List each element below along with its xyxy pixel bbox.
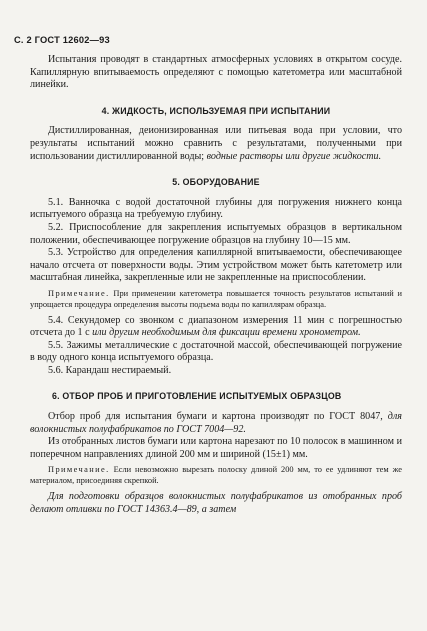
paragraph-5-4-text: 5.4. Секундомер со звонком с диапазоном измерения 11 мин с погрешностью отсчета до 1 с: [30, 314, 402, 339]
paragraph-5-6: 5.6. Карандаш нестираемый.: [48, 364, 172, 376]
section-4-text: Дистиллированная, деионизированная или питьевая вода при условии, что результаты испытаний можно сравнить с результатами, полученными при использовании дистиллированной воды;: [30, 125, 402, 162]
paragraph-5-1: 5.1. Ванночка с водой достаточной глубины для погружения нижнего конца испытуемого образца на требуемую глубину.: [30, 196, 402, 221]
page-header: С. 2 ГОСТ 12602—93: [14, 35, 110, 45]
document-body: [30, 54, 402, 516]
paragraph-6-1-text: Отбор проб для испытания бумаги и картона производят по ГОСТ 8047,: [48, 411, 383, 423]
paragraph-6-1: [30, 411, 402, 436]
paragraph-6-2: Из отобранных листов бумаги или картона нарезают по 10 полосок в машинном и поперечном направлениях длиной 200 мм и шириной (15±1) мм.: [30, 436, 402, 460]
paragraph-intro: Испытания проводят в стандартных атмосферных условиях в открытом сосуде. Капиллярную впитываемость определяют с помощью катетометра или масштабной линейки.: [30, 54, 402, 91]
section-4-title: 4. ЖИДКОСТЬ, ИСПОЛЬЗУЕМАЯ ПРИ ИСПЫТАНИИ: [101, 105, 331, 116]
paragraph-5-4-italic: или другим необходимым для фиксации времени хронометром.: [92, 327, 361, 339]
note-label: Примечание.: [48, 288, 110, 298]
note-text: Если невозможно вырезать полоску длиной 200 мм, то ее удлиняют тем же материалом, присоединяя скрепкой.: [30, 465, 402, 486]
paragraph-5-3: 5.3. Устройство для определения капиллярной впитываемости, обеспечивающее начало отсчета от поверхности воды. Этим устройством может быть катетометр или масштабная линейка, закрепленные или не закрепленные на приспособлении.: [30, 247, 402, 284]
note-catheometer: [30, 289, 402, 311]
section-4-paragraph: [30, 125, 402, 163]
note-strip-length: [30, 465, 402, 487]
paragraph-6-1-italic: для волокнистых полуфабрикатов по ГОСТ 7004—92.: [30, 411, 402, 435]
section-6-title: 6. ОТБОР ПРОБ И ПРИГОТОВЛЕНИЕ ИСПЫТУЕМЫХ ОБРАЗЦОВ: [52, 391, 342, 402]
paragraph-6-3: Для подготовки образцов волокнистых полуфабрикатов из отобранных проб делают отливки по ГОСТ 14363.4—89, а затем: [30, 491, 402, 515]
section-4-text-italic: водные растворы или другие жидкости.: [206, 150, 382, 162]
note-text: При применении катетометра повышается точность результатов испытаний и упрощается процедура определения высоты подъема воды по капиллярам образца.: [30, 288, 402, 309]
paragraph-5-5: 5.5. Зажимы металлические с достаточной массой, обеспечивающей погружение в воду одного конца испытуемого образца.: [30, 339, 402, 364]
paragraph-5-4: [30, 315, 402, 340]
section-5-title: 5. ОБОРУДОВАНИЕ: [172, 177, 260, 188]
paragraph-5-2: 5.2. Приспособление для закрепления испытуемых образцов в вертикальном положении, обеспечивающее погружение образцов на глубину 10—15 мм.: [30, 221, 402, 246]
note-label: Примечание.: [48, 465, 110, 475]
